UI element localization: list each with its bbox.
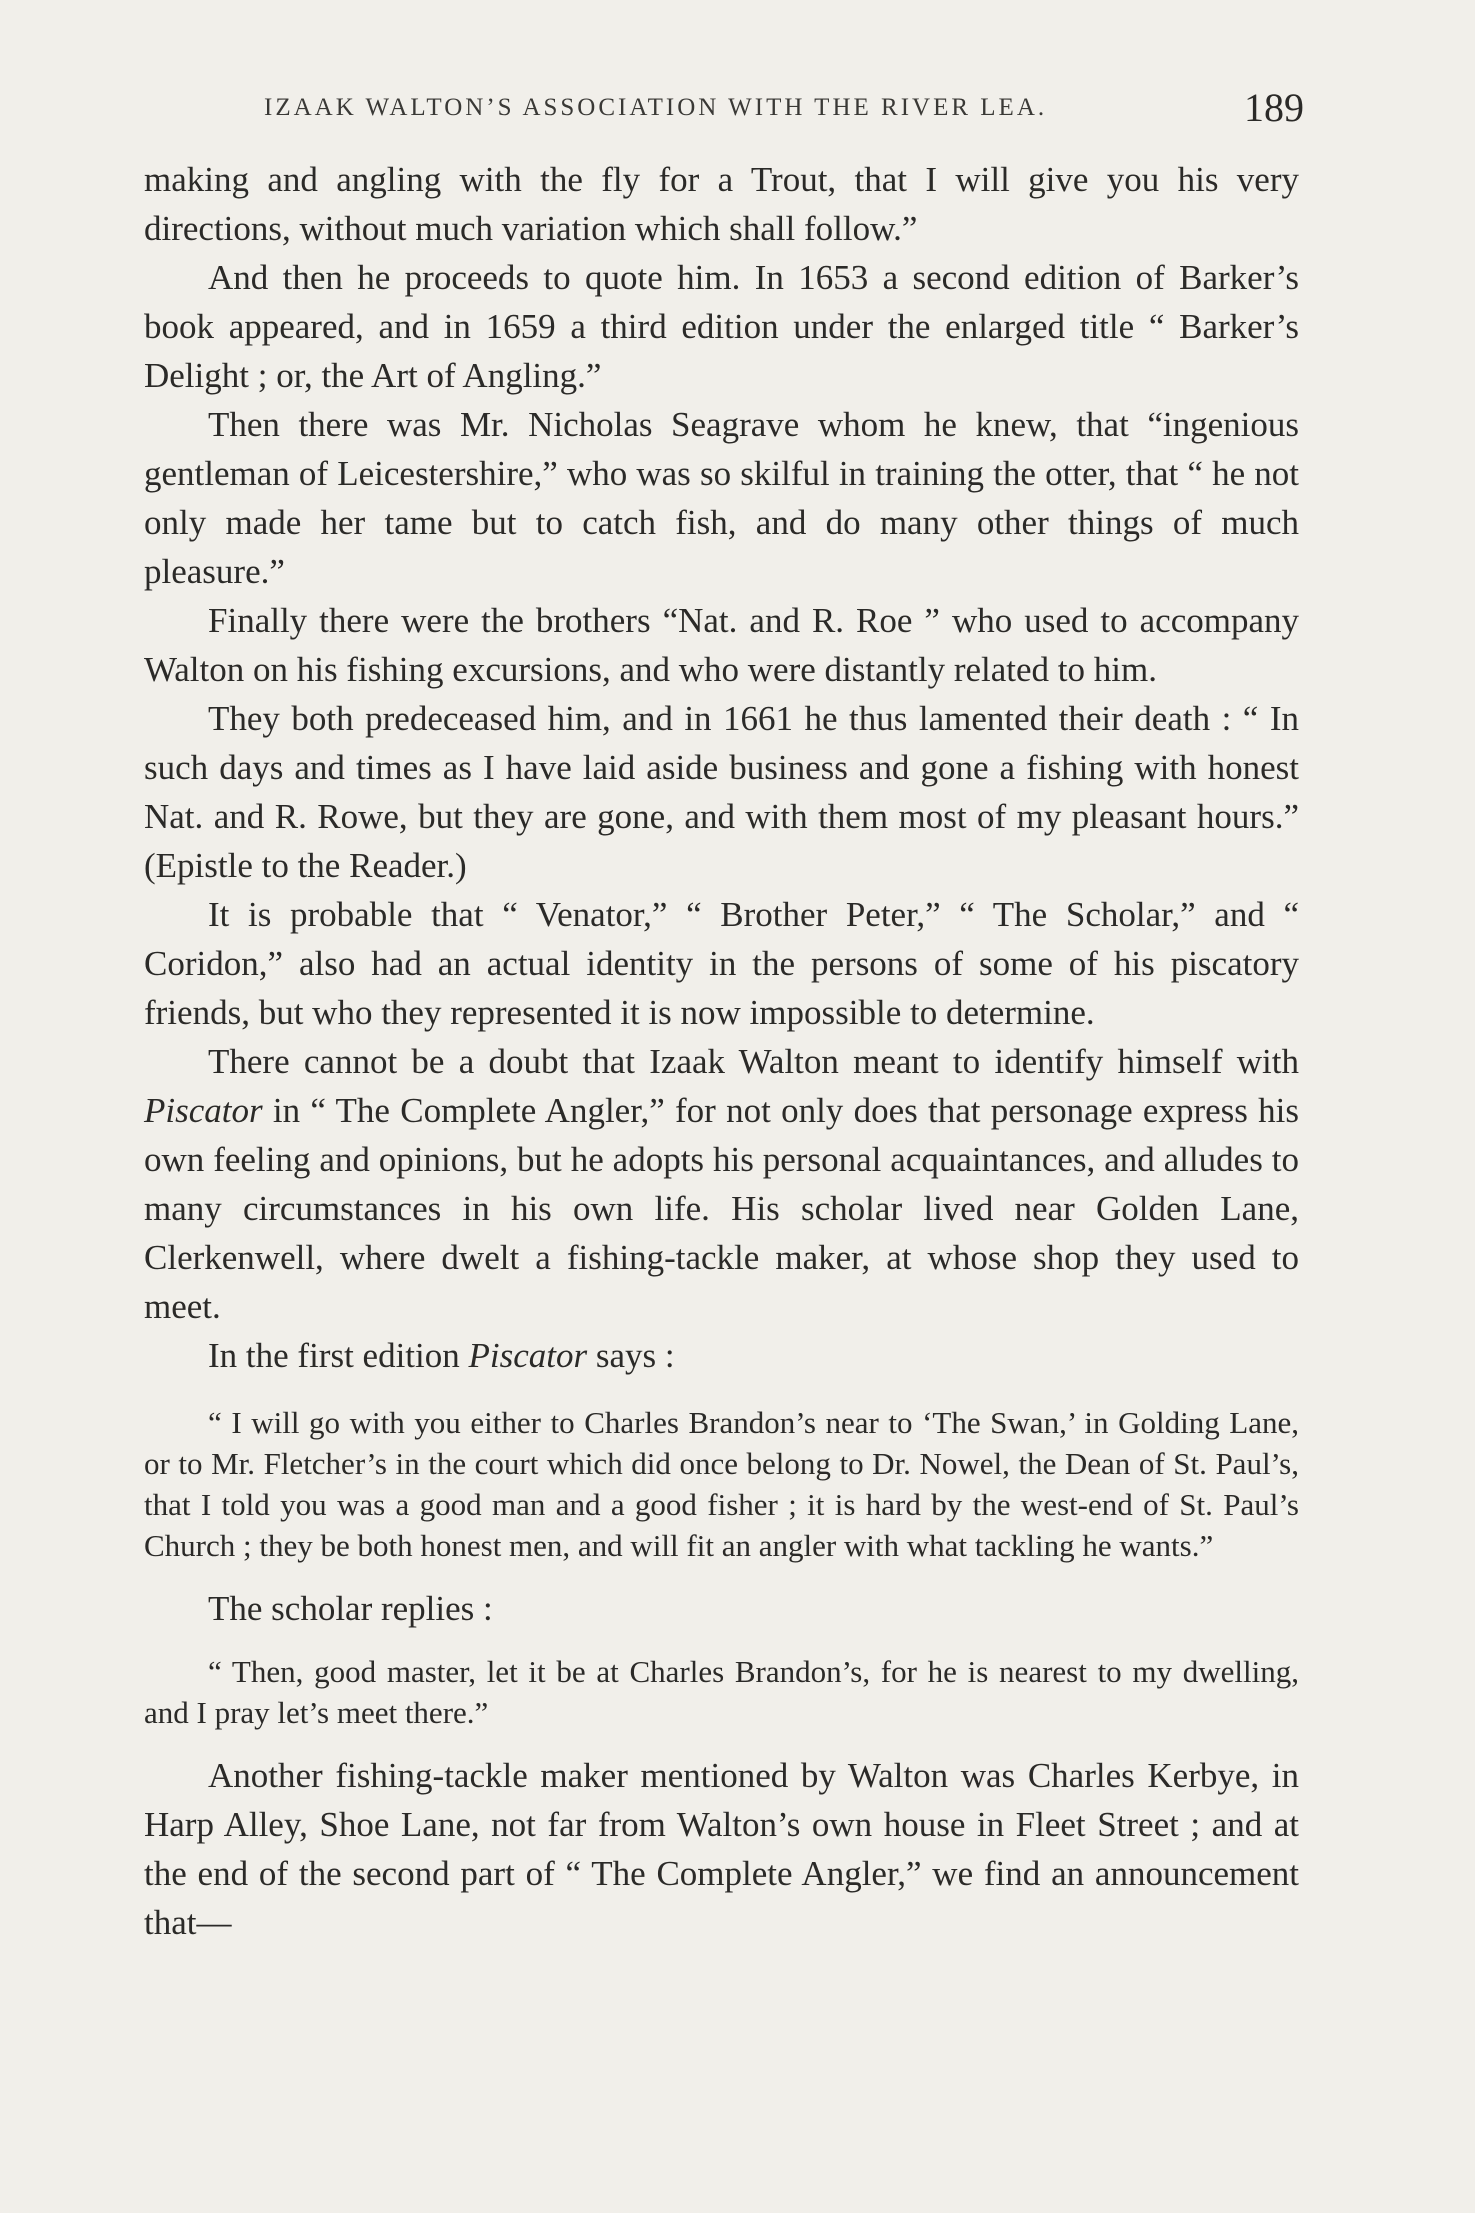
paragraph-seagrave: Then there was Mr. Nicholas Seagrave whom he knew, that “ingenious gentleman of Leicestershire,” who was so skilful in training the otter, that “ he not only made her tame but to catch fish, and do many other things of much pleasure.” — [144, 405, 1299, 591]
paragraph-scholar-replies: The scholar replies : — [208, 1589, 493, 1628]
paragraph-barker-editions: And then he proceeds to quote him. In 1653 a second edition of Barker’s book appeared, and in 1659 a third edition under the enlarged title “ Barker’s Delight ; or, the Art of Angling.” — [144, 258, 1299, 395]
text-run: in “ The Complete Angler,” for not only does that personage express his own feeling and opinions, but he adopts his personal acquaintances, and alludes to many circumstances in his own life. His scholar lived near Golden Lane, Clerkenwell, where dwelt a fishing-tackle maker, at whose shop they used to meet. — [144, 1091, 1299, 1326]
italic-term: Piscator — [468, 1336, 588, 1375]
block-quote-scholar: “ Then, good master, let it be at Charles Brandon’s, for he is nearest to my dwelling, and I pray let’s meet there.” — [144, 1654, 1299, 1730]
paragraph-lament: They both predeceased him, and in 1661 he thus lamented their death : “ In such days and times as I have laid aside business and gone a fishing with honest Nat. and R. Rowe, but they are gone, and with them most of my pleasant hours.” (Epistle to the Reader.) — [144, 699, 1299, 885]
body-text — [144, 155, 1299, 1947]
paragraph-roe-brothers: Finally there were the brothers “Nat. and R. Roe ” who used to accompany Walton on his fishing excursions, and who were distantly related to him. — [144, 601, 1299, 689]
running-header — [264, 84, 1304, 144]
text-run: says : — [587, 1336, 675, 1375]
paragraph-identities: It is probable that “ Venator,” “ Brother Peter,” “ The Scholar,” and “ Coridon,” also had an actual identity in the persons of some of his piscatory friends, but who they represented it is now impossible to determine. — [144, 895, 1299, 1032]
paragraph-continued: making and angling with the fly for a Trout, that I will give you his very directions, without much variation which shall follow.” — [144, 160, 1299, 248]
running-title: IZAAK WALTON’S ASSOCIATION WITH THE RIVER LEA. — [264, 94, 1048, 121]
text-run: There cannot be a doubt that Izaak Walton meant to identify himself with — [208, 1042, 1299, 1081]
block-quote-piscator: “ I will go with you either to Charles Brandon’s near to ‘The Swan,’ in Golding Lane, or to Mr. Fletcher’s in the court which did once belong to Dr. Nowel, the Dean of St. Paul’s, that I told you was a good man and a good fisher ; it is hard by the west-end of St. Paul’s Church ; they be both honest men, and will fit an angler with what tackling he wants.” — [144, 1405, 1299, 1563]
paragraph-kerbye: Another fishing-tackle maker mentioned by Walton was Charles Kerbye, in Harp Alley, Shoe Lane, not far from Walton’s own house in Fleet Street ; and at the end of the second part of “ The Complete Angler,” we find an announcement that— — [144, 1756, 1299, 1942]
italic-term: Piscator — [144, 1091, 263, 1130]
text-run: In the first edition — [208, 1336, 469, 1375]
paragraph-piscator-identity — [144, 1037, 1299, 1331]
paragraph-first-edition — [144, 1331, 1299, 1380]
page-number: 189 — [1244, 85, 1304, 130]
